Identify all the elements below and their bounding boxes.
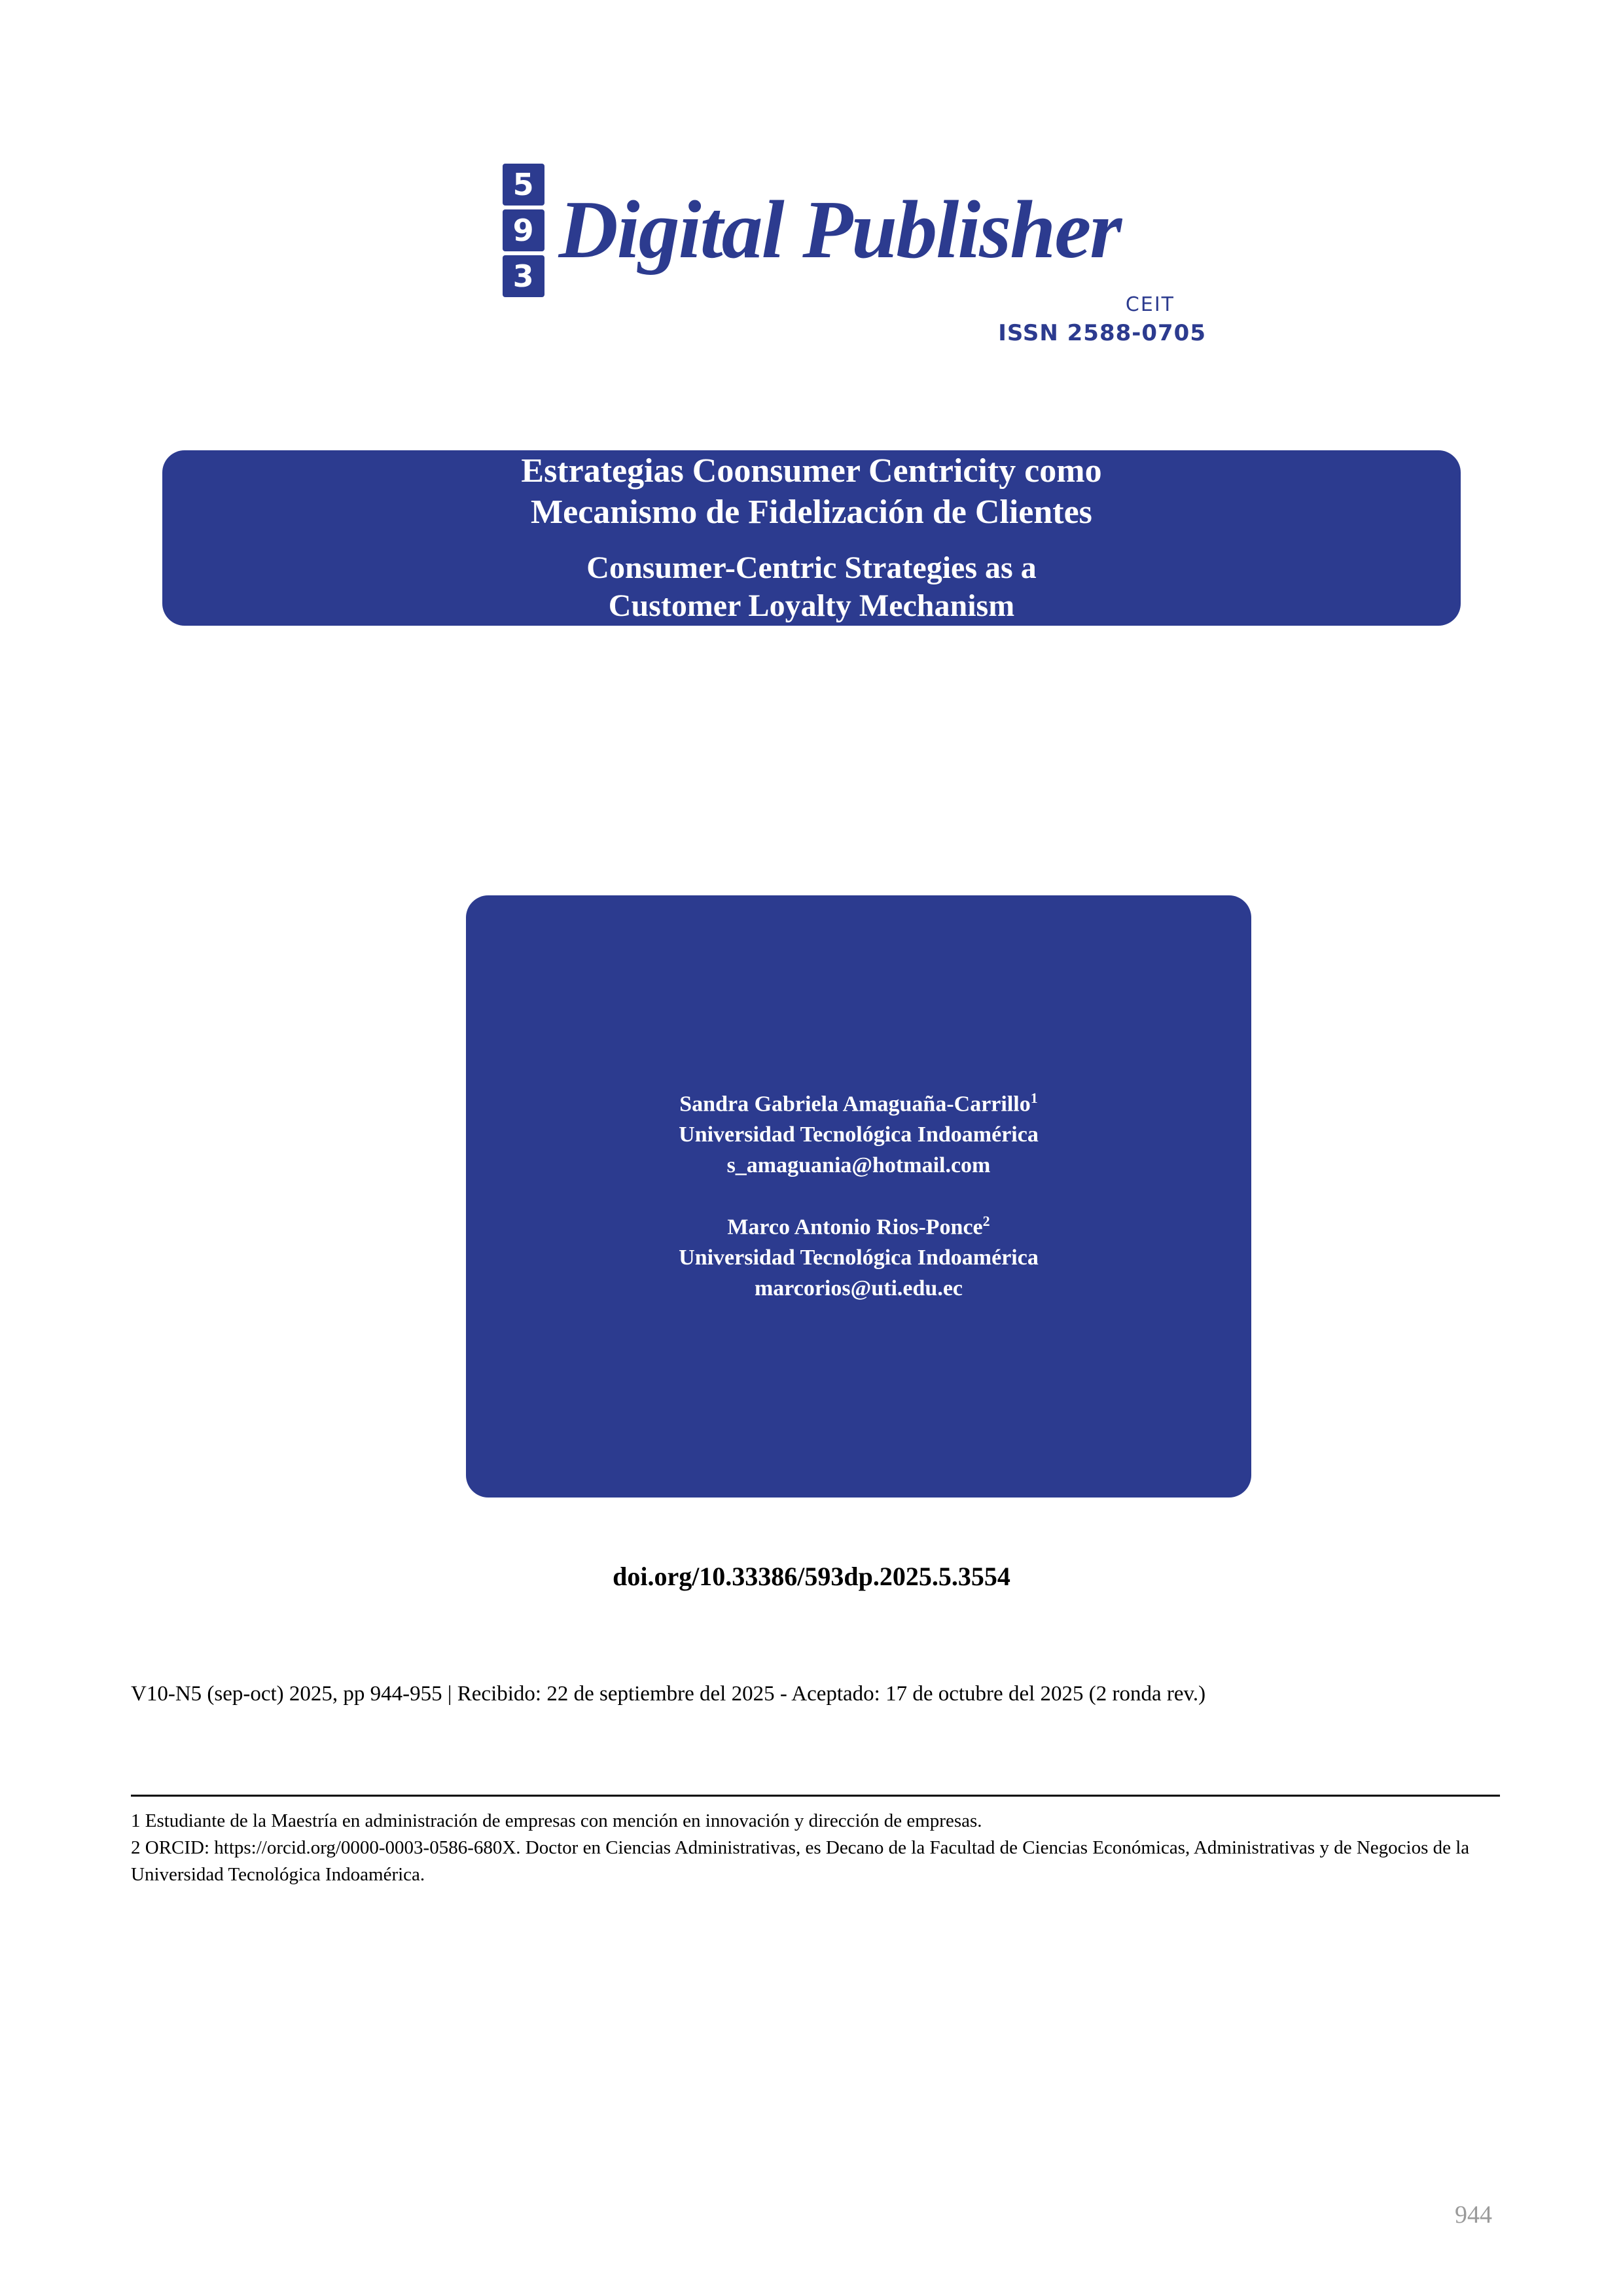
logo-digit-9: 9: [503, 209, 544, 251]
page-number: 944: [1455, 2201, 1492, 2229]
author-footnote-marker: 1: [1030, 1089, 1038, 1106]
footnote-item: 1 Estudiante de la Maestría en administración de empresas con mención en innovación y dirección de empresas.: [131, 1810, 982, 1831]
title-spanish: [521, 450, 1101, 533]
footnote-divider: [131, 1795, 1500, 1797]
journal-logo: [503, 164, 1121, 297]
author-affiliation: Universidad Tecnológica Indoamérica: [679, 1122, 1039, 1147]
title-english-line2: Customer Loyalty Mechanism: [608, 588, 1015, 624]
authors-panel: [466, 895, 1251, 1498]
author-affiliation: Universidad Tecnológica Indoamérica: [679, 1246, 1039, 1270]
author-email: marcorios@uti.edu.ec: [754, 1276, 963, 1301]
logo-digit-3: 3: [503, 255, 544, 297]
author-name: Marco Antonio Rios-Ponce: [727, 1215, 983, 1240]
logo-digit-5: 5: [503, 164, 544, 206]
article-title-panel: [162, 450, 1461, 626]
doi-link[interactable]: doi.org/10.33386/593dp.2025.5.3554: [613, 1562, 1010, 1591]
issue-info-line: V10-N5 (sep-oct) 2025, pp 944-955 | Recibido: 22 de septiembre del 2025 - Aceptado: 17 de octubre del 2025 (2 ronda rev.): [131, 1682, 1206, 1706]
author-email: s_amaguania@hotmail.com: [726, 1153, 991, 1178]
title-english-line1: Consumer-Centric Strategies as a: [586, 550, 1037, 585]
author-entry: [679, 1211, 1039, 1304]
title-english: [586, 549, 1036, 626]
masthead-subtext: [383, 293, 1240, 346]
title-spanish-line1: Estrategias Coonsumer Centricity como: [521, 452, 1102, 490]
issn-label: ISSN 2588-0705: [998, 320, 1206, 346]
footnote-item: 2 ORCID: https://orcid.org/0000-0003-0586-680X. Doctor en Ciencias Administrativas, es Decano de la Facultad de Ciencias Económicas, Administrativas y de Negocios de la Universidad Tecnológica Indoamérica.: [131, 1837, 1470, 1886]
journal-wordmark: Digital Publisher: [558, 185, 1121, 276]
logo-digit-stack: [503, 164, 544, 297]
author-name: Sandra Gabriela Amaguaña-Carrillo: [679, 1092, 1031, 1117]
author-footnote-marker: 2: [982, 1213, 990, 1229]
footnotes: [131, 1808, 1500, 1889]
journal-masthead: [0, 164, 1623, 346]
ceit-label: CEIT: [1125, 293, 1175, 316]
title-spanish-line2: Mecanismo de Fidelización de Clientes: [531, 493, 1092, 531]
author-entry: [679, 1088, 1039, 1181]
author-name-line: [679, 1211, 1039, 1243]
author-name-line: [679, 1088, 1039, 1120]
